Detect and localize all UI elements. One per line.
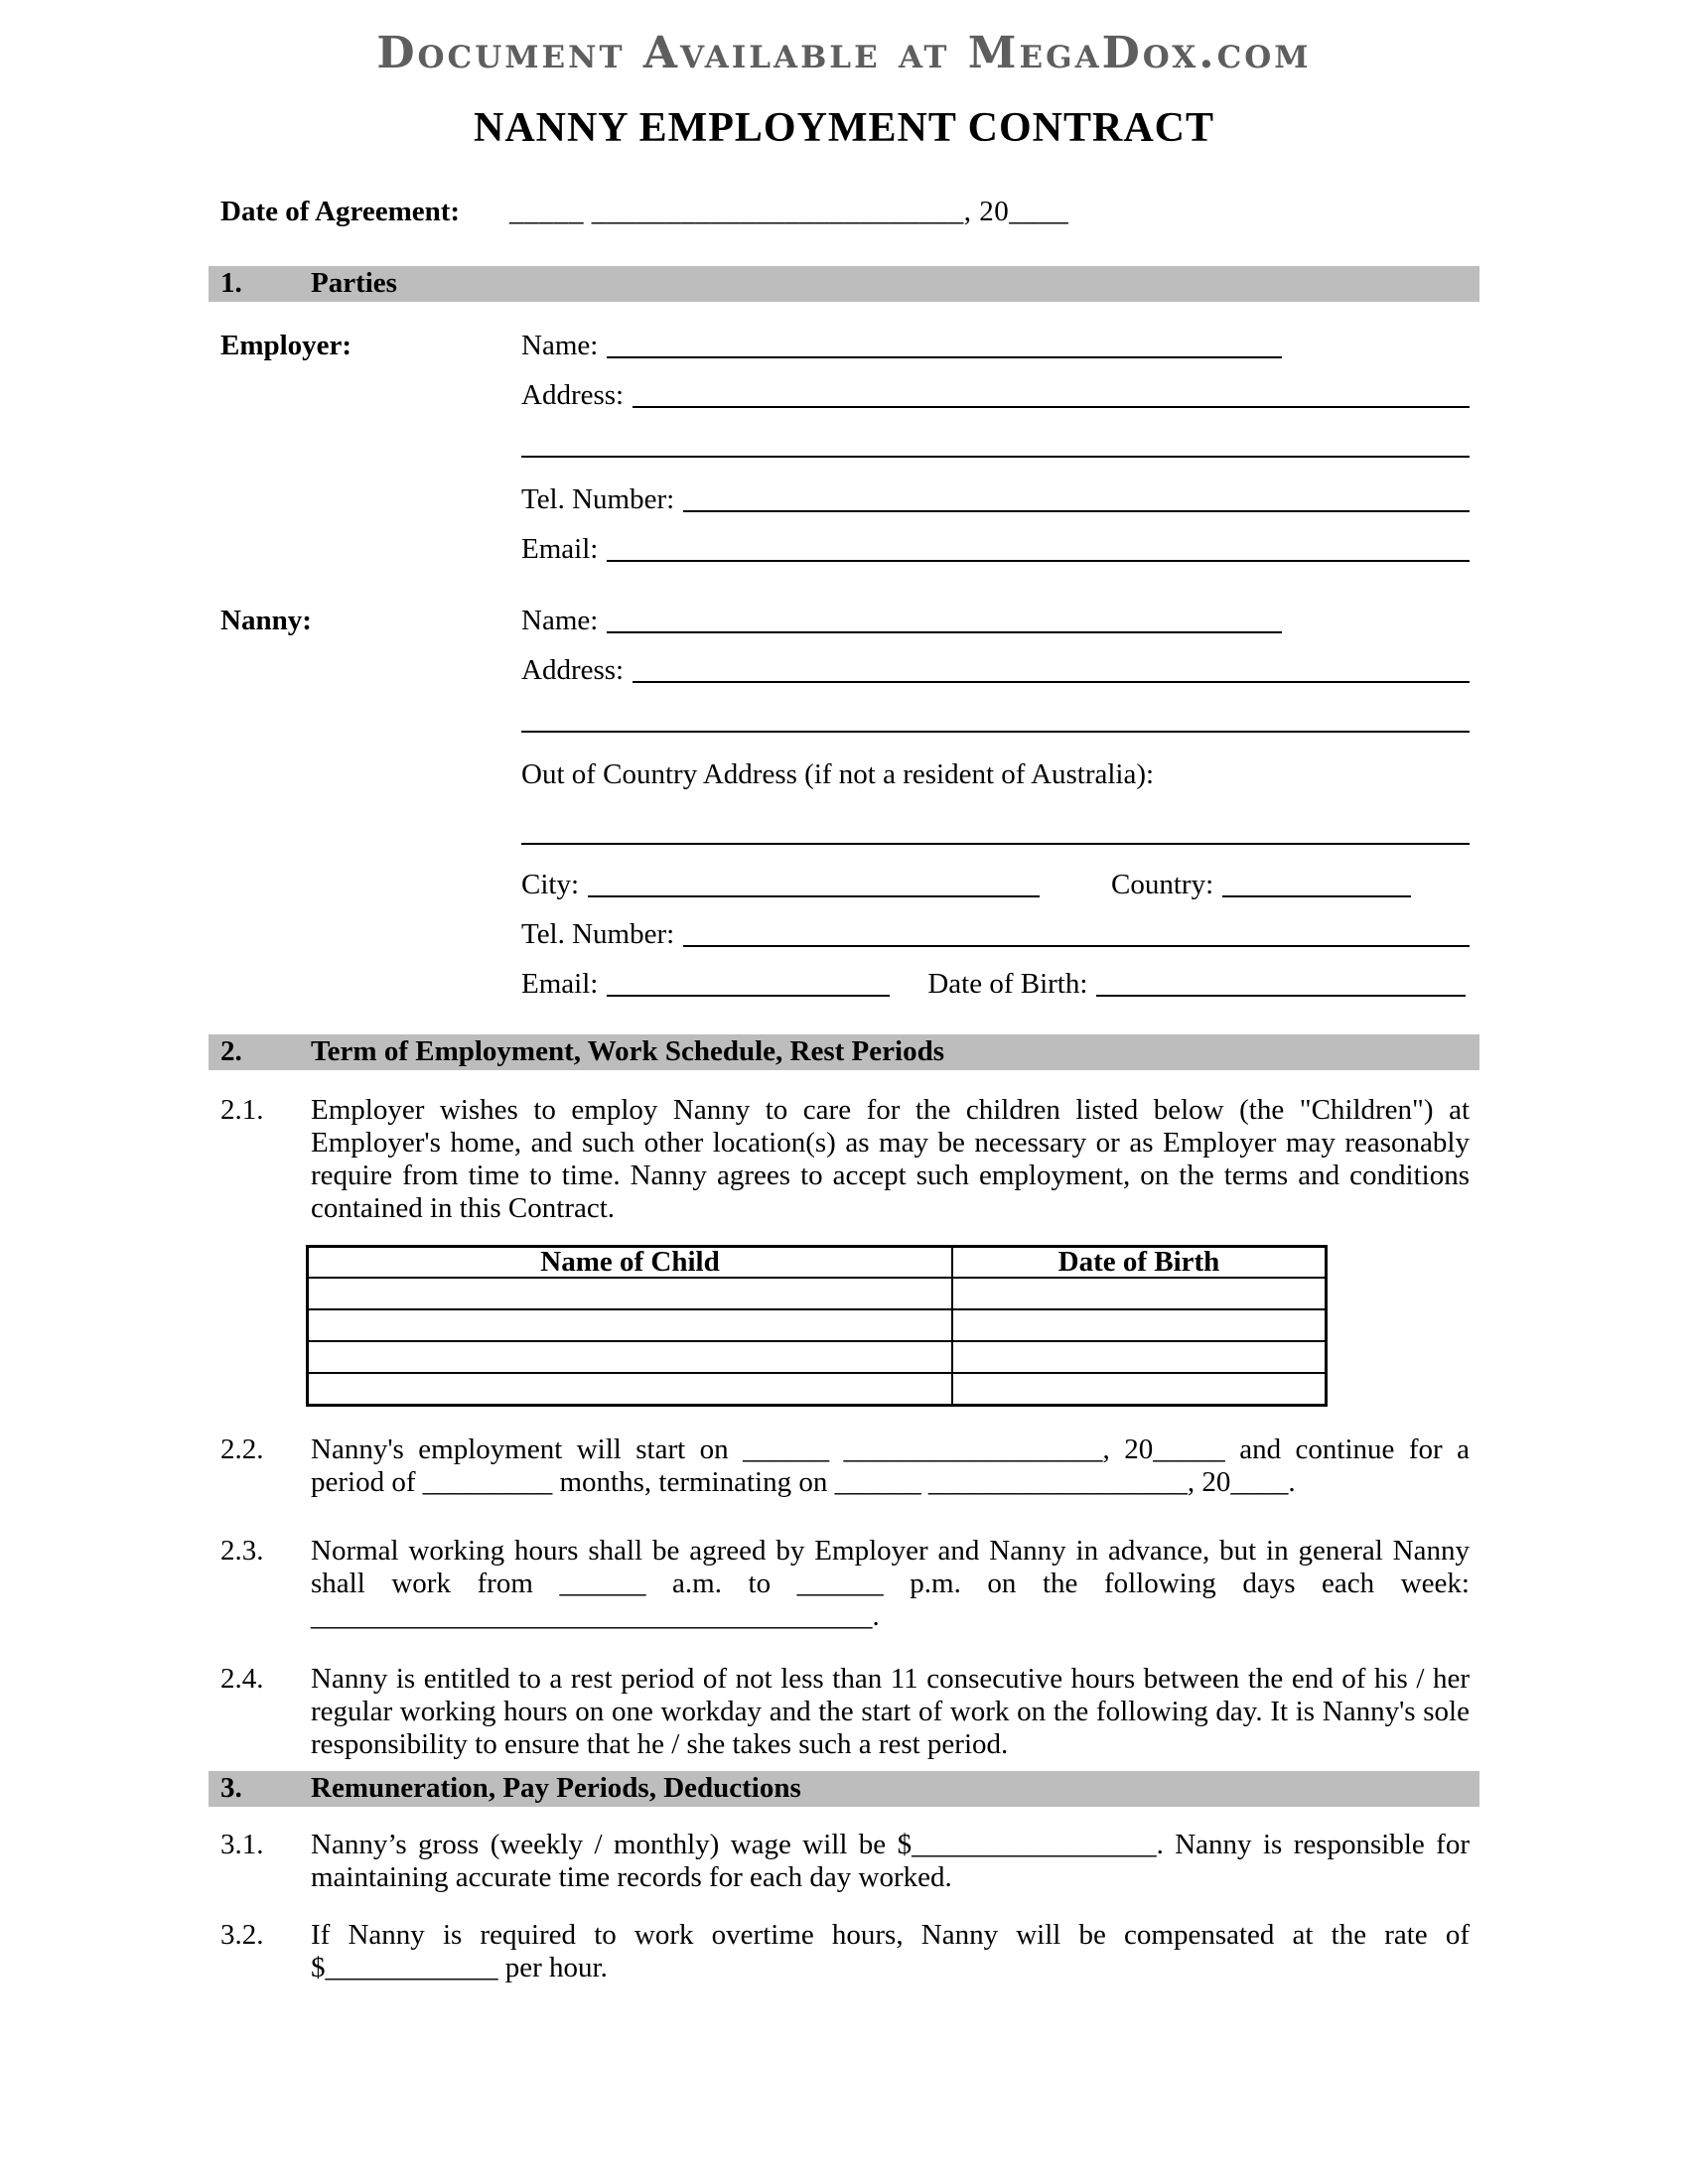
employer-fields [521, 330, 1479, 583]
section-title: Term of Employment, Work Schedule, Rest Periods [311, 1035, 944, 1067]
employer-address-line2-field[interactable] [521, 446, 1470, 458]
child-name-cell[interactable] [308, 1309, 952, 1341]
child-name-cell[interactable] [308, 1278, 952, 1309]
children-table-header-name: Name of Child [308, 1247, 952, 1279]
date-of-agreement-label: Date of Agreement: [220, 196, 461, 227]
nanny-address-label: Address: [521, 654, 625, 686]
clause-text: Nanny's employment will start on ______ __________________, 20_____ and continue for a period of _________ months, terminating on ______ __________________, 20____. [311, 1433, 1470, 1498]
nanny-name-label: Name: [521, 605, 599, 636]
date-of-agreement-row [209, 196, 1479, 228]
nanny-block [209, 605, 1479, 1018]
clause-number: 2.1. [220, 1094, 264, 1126]
section-number: 1. [220, 267, 242, 299]
date-of-agreement-blanks[interactable]: _____ _________________________, 20____ [509, 196, 1069, 227]
nanny-label: Nanny: [220, 605, 312, 636]
clause-text: If Nanny is required to work overtime hours, Nanny will be compensated at the rate of $____________ per hour. [311, 1918, 1470, 1983]
clause-number: 3.1. [220, 1828, 264, 1860]
section-title: Remuneration, Pay Periods, Deductions [311, 1771, 801, 1804]
nanny-dob-label: Date of Birth: [927, 968, 1088, 1000]
nanny-country-label: Country: [1111, 869, 1214, 900]
clause-text: Normal working hours shall be agreed by Employer and Nanny in advance, but in general Nanny shall work from ______ a.m. to ______ p.m. on the following days each week: _______________________________________. [311, 1534, 1470, 1632]
clause-3-2 [209, 1919, 1479, 1984]
nanny-address-line2-row [521, 704, 1470, 737]
nanny-city-label: City: [521, 869, 580, 900]
nanny-email-label: Email: [521, 968, 599, 1000]
employer-tel-field[interactable] [683, 500, 1470, 512]
clause-2-1 [209, 1094, 1479, 1225]
nanny-address-row [521, 654, 1470, 687]
employer-address-field[interactable] [633, 396, 1470, 408]
employer-label: Employer: [220, 330, 352, 361]
employer-email-row [521, 533, 1470, 566]
section-header-remuneration [209, 1771, 1479, 1807]
child-dob-cell[interactable] [952, 1309, 1327, 1341]
nanny-dob-field[interactable] [1096, 985, 1466, 997]
employer-email-field[interactable] [607, 550, 1470, 562]
clause-number: 3.2. [220, 1918, 264, 1951]
clause-text: Nanny is entitled to a rest period of not less than 11 consecutive hours between the end of his / her regular working hours on one workday and the start of work on the following day. It is Nanny's sole responsibility to ensure that he / she takes such a rest period. [311, 1662, 1470, 1760]
clause-number: 2.2. [220, 1433, 264, 1465]
children-table [306, 1245, 1328, 1407]
section-title: Parties [311, 267, 397, 299]
employer-address-row [521, 379, 1470, 412]
employer-name-field[interactable] [607, 346, 1282, 358]
clause-2-3 [209, 1535, 1479, 1633]
child-dob-cell[interactable] [952, 1278, 1327, 1309]
nanny-tel-row [521, 918, 1470, 951]
employer-address-label: Address: [521, 379, 625, 411]
nanny-out-of-country-field[interactable] [521, 833, 1470, 845]
child-name-cell[interactable] [308, 1373, 952, 1405]
section-header-term [209, 1034, 1479, 1070]
section-header-parties [209, 266, 1479, 302]
children-table-row [308, 1278, 1327, 1309]
employer-tel-row [521, 483, 1470, 516]
clause-text: Employer wishes to employ Nanny to care for the children listed below (the "Children") at Employer's home, and such other location(s) as may be necessary or as Employer may reasonably require from time to time. Nanny agrees to accept such employment, on the terms and conditions contained in this Contract. [311, 1094, 1470, 1224]
clause-2-2 [209, 1433, 1479, 1499]
section-number: 2. [220, 1035, 242, 1067]
nanny-out-of-country-line-row [521, 816, 1470, 849]
children-table-row [308, 1309, 1327, 1341]
child-dob-cell[interactable] [952, 1373, 1327, 1405]
nanny-city-field[interactable] [588, 886, 1040, 897]
document-title: NANNY EMPLOYMENT CONTRACT [473, 105, 1214, 151]
nanny-tel-label: Tel. Number: [521, 918, 675, 950]
nanny-out-of-country-row [521, 758, 1470, 791]
child-dob-cell[interactable] [952, 1341, 1327, 1373]
clause-text: Nanny’s gross (weekly / monthly) wage will be $_________________. Nanny is responsible for maintaining accurate time records for each day worked. [311, 1828, 1470, 1893]
children-table-header-dob: Date of Birth [952, 1247, 1327, 1279]
clause-number: 2.3. [220, 1534, 264, 1567]
employer-name-row [521, 330, 1470, 362]
employer-block [209, 330, 1479, 583]
employer-address-line2-row [521, 429, 1470, 462]
nanny-address-field[interactable] [633, 671, 1470, 683]
employer-email-label: Email: [521, 533, 599, 565]
clause-number: 2.4. [220, 1662, 264, 1695]
employer-tel-label: Tel. Number: [521, 483, 675, 515]
children-table-row [308, 1341, 1327, 1373]
nanny-city-country-row [521, 869, 1470, 901]
nanny-name-row [521, 605, 1470, 637]
nanny-address-line2-field[interactable] [521, 721, 1470, 733]
nanny-email-dob-row [521, 968, 1470, 1001]
clause-2-4 [209, 1663, 1479, 1761]
child-name-cell[interactable] [308, 1341, 952, 1373]
nanny-out-of-country-label: Out of Country Address (if not a resident of Australia): [521, 758, 1155, 790]
section-number: 3. [220, 1771, 242, 1804]
nanny-email-field[interactable] [607, 985, 890, 997]
employer-name-label: Name: [521, 330, 599, 361]
clause-3-1 [209, 1829, 1479, 1894]
site-watermark: Document Available at MegaDox.com [376, 28, 1312, 78]
contract-page [209, 0, 1479, 1984]
nanny-name-field[interactable] [607, 621, 1282, 633]
nanny-tel-field[interactable] [683, 935, 1470, 947]
nanny-fields [521, 605, 1479, 1018]
nanny-country-field[interactable] [1222, 886, 1411, 897]
children-table-row [308, 1373, 1327, 1405]
children-table-header-row [308, 1247, 1327, 1279]
